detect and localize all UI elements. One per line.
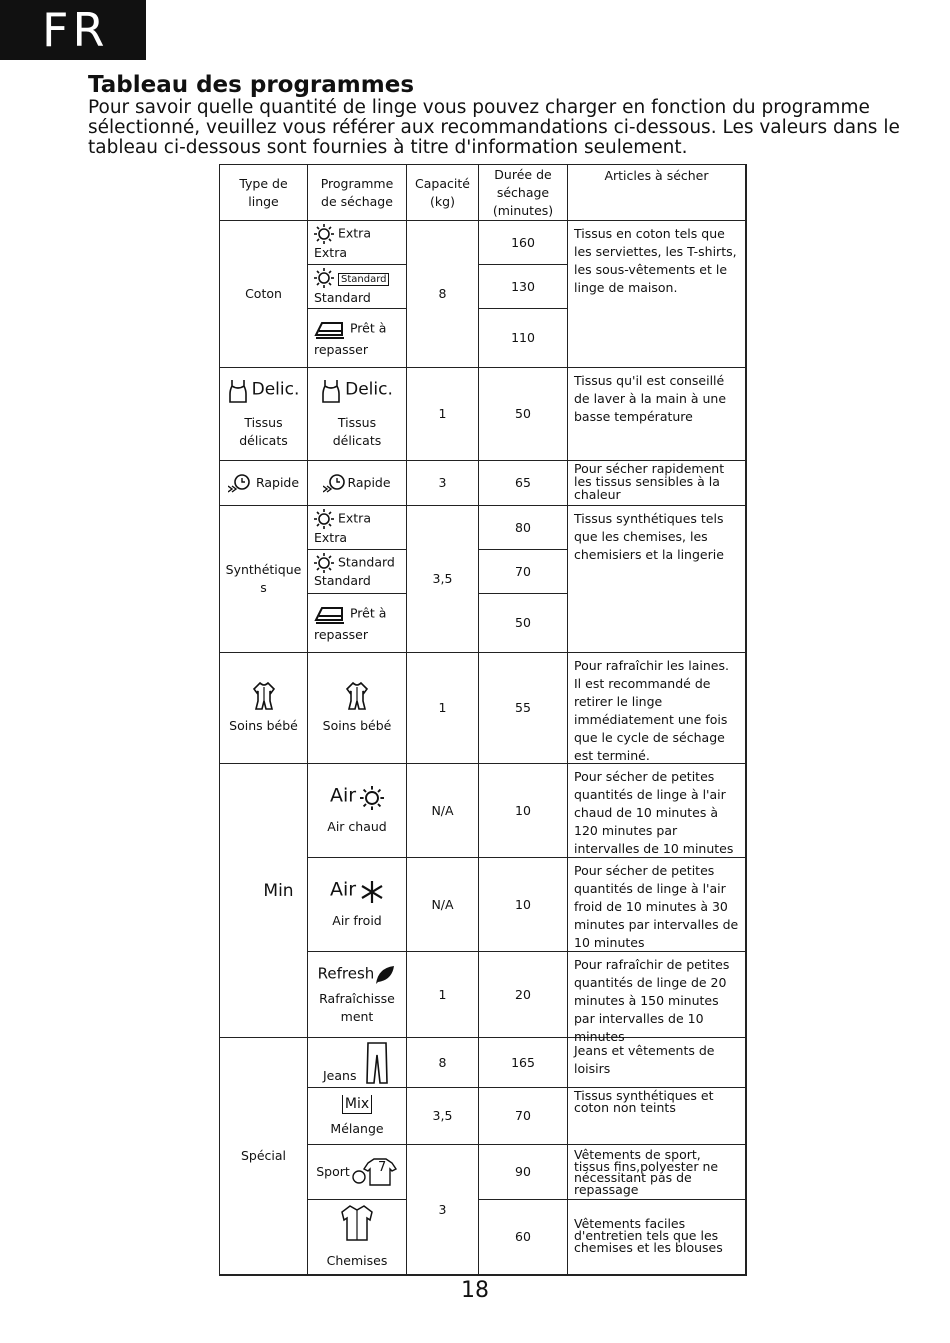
delic-type (220, 368, 308, 461)
mix-label: Mélange (330, 1120, 384, 1136)
iron-icon (314, 317, 346, 341)
min-refresh-text: Rafraîchisse ment (319, 990, 395, 1024)
special-sport-duration (479, 1145, 568, 1200)
synth-type (220, 506, 308, 653)
rapide-prog (308, 461, 407, 506)
min-refresh-articles (568, 952, 746, 1044)
special-sport-articles (568, 1145, 746, 1200)
synth-prog-iron (308, 594, 407, 653)
coton-standard-icon-label: Standard (338, 273, 390, 286)
synth-type-text: Synthétique s (225, 562, 302, 595)
coton-type-text: Coton (245, 286, 282, 301)
bebe-capacity (407, 653, 479, 764)
bebe-articles (568, 653, 746, 764)
coton-type (220, 221, 308, 368)
special-jeans-capacity (407, 1038, 479, 1088)
min-hot-text: Air chaud (327, 818, 387, 834)
min-refresh-duration-text: 20 (515, 986, 531, 1002)
special-jeans-duration (479, 1038, 568, 1088)
delic-duration-text: 50 (515, 406, 531, 421)
baby-onesie-icon (343, 681, 371, 711)
rapide-prog-text: Rapide (347, 475, 391, 490)
special-prog-mix (308, 1088, 407, 1145)
synth-capacity (407, 506, 479, 653)
min-cold-duration-text: 10 (515, 896, 531, 912)
rapide-articles-text: Pour sécher rapidement les tissus sensibles à la chaleur (574, 461, 725, 502)
min-refresh-capacity-text: 1 (438, 986, 447, 1002)
delic-prog-icon-label: Delic. (345, 379, 393, 400)
special-chemises-duration (479, 1200, 568, 1275)
min-hot-duration-text: 10 (515, 802, 531, 818)
special-prog-chemises (308, 1200, 407, 1275)
min-hot-capacity-text: N/A (431, 802, 454, 818)
sport-shirt-icon (352, 1157, 398, 1187)
special-type-text: Spécial (240, 1148, 287, 1163)
min-cold-articles-text: Pour sécher de petites quantités de linge à l'air froid de 10 minutes à 30 minutes par intervalles de 10 minutes (574, 863, 739, 950)
min-type (220, 764, 308, 1038)
bebe-duration (479, 653, 568, 764)
mix-icon: Mix (342, 1095, 372, 1114)
min-hot-articles-text: Pour sécher de petites quantités de linge à l'air chaud de 10 minutes à 120 minutes par intervalles de 10 minutes (574, 769, 734, 856)
synth-iron-icon-label: Prêt à (349, 605, 387, 621)
special-mix-articles (568, 1088, 746, 1145)
coton-d3 (479, 309, 568, 368)
min-type-text: Min (263, 880, 294, 901)
header-articles-text: Articles à sécher (604, 168, 709, 183)
header-duration-text: Durée de séchage (minutes) (492, 166, 554, 218)
min-prog-cold (308, 858, 407, 952)
coton-extra-label: Extra (314, 245, 347, 260)
min-refresh-duration (479, 952, 568, 1038)
header-capacity (407, 165, 479, 221)
coton-capacity-text: 8 (438, 286, 447, 301)
coton-d1-text: 160 (511, 234, 535, 250)
bebe-prog-text: Soins bébé (322, 718, 392, 733)
synth-articles (568, 506, 746, 653)
special-sport-duration-text: 90 (515, 1164, 531, 1179)
special-chemises-articles-text: Vêtements faciles d'entretien tels que les chemises et les blouses (574, 1216, 723, 1255)
coton-prog-iron (308, 309, 407, 368)
bebe-type-text: Soins bébé (229, 718, 298, 733)
sport-label: Sport (316, 1164, 350, 1179)
coton-standard-label: Standard (314, 289, 371, 305)
synth-d2 (479, 550, 568, 594)
intro-paragraph: Pour savoir quelle quantité de linge vous pouvez charger en fonction du programme sélectionné, veuillez vous référer aux recommandations ci-dessous. Les valeurs dans le tableau ci-dessous sont fournies à titre d'information seulement. (88, 97, 900, 158)
iron-icon (314, 602, 346, 626)
special-jeans-articles-text: Jeans et vêtements de loisirs (574, 1043, 715, 1076)
synth-iron-label: repasser (314, 627, 369, 642)
delic-duration (479, 368, 568, 461)
min-prog-hot (308, 764, 407, 858)
bebe-prog (308, 653, 407, 764)
synth-articles-text: Tissus synthétiques tels que les chemises, les chemisiers et la lingerie (574, 511, 724, 562)
special-prog-jeans (308, 1038, 407, 1088)
synth-capacity-text: 3,5 (432, 571, 453, 586)
synth-d2-text: 70 (515, 563, 531, 579)
leaf-icon (374, 964, 396, 986)
rapide-type-text: Rapide (255, 475, 300, 490)
coton-d3-text: 110 (511, 330, 535, 345)
synth-d3-text: 50 (515, 615, 531, 630)
coton-iron-icon-label: Prêt à (349, 320, 387, 336)
min-refresh-capacity (407, 952, 479, 1038)
shirt-icon (340, 1204, 374, 1242)
delic-capacity-text: 1 (438, 406, 447, 421)
air-hot-icon-label: Air (329, 784, 357, 806)
sun-icon (314, 509, 334, 529)
sun-icon (314, 268, 334, 288)
header-program (308, 165, 407, 221)
header-capacity-text: Capacité (kg) (415, 175, 470, 209)
min-cold-capacity (407, 858, 479, 952)
synth-standard-icon-label: Standard (337, 554, 395, 570)
min-prog-refresh (308, 952, 407, 1038)
chemises-label: Chemises (326, 1253, 388, 1268)
delic-prog (308, 368, 407, 461)
delic-type-icon-label: Delic. (251, 379, 300, 400)
coton-d2 (479, 265, 568, 309)
header-type (220, 165, 308, 221)
header-type-text: Type de linge (239, 175, 288, 209)
min-cold-text: Air froid (332, 912, 382, 928)
delic-articles-text: Tissus qu'il est conseillé de laver à la main à une basse température (574, 373, 727, 424)
language-badge: FR (0, 0, 146, 60)
special-jeans-articles (568, 1038, 746, 1088)
coton-capacity (407, 221, 479, 368)
rapide-capacity (407, 461, 479, 506)
bebe-capacity-text: 1 (438, 700, 447, 715)
min-hot-articles (568, 764, 746, 858)
special-mix-capacity-text: 3,5 (432, 1108, 453, 1123)
rapid-clock-icon (323, 472, 347, 494)
baby-onesie-icon (250, 681, 278, 711)
bebe-type (220, 653, 308, 764)
bebe-articles-text: Pour rafraîchir les laines. Il est recommandé de retirer le linge immédiatement une fois que le cycle de séchage est terminé. (574, 658, 729, 763)
min-refresh-articles-text: Pour rafraîchir de petites quantités de linge de 20 minutes à 150 minutes par intervalles de 10 minutes (574, 957, 730, 1044)
sun-icon (314, 553, 334, 573)
rapid-clock-icon (228, 472, 252, 494)
coton-d2-text: 130 (511, 278, 535, 294)
sport-shirt-number: 7 (378, 1160, 387, 1175)
refresh-icon-label: Refresh (317, 964, 375, 982)
coton-extra-icon-label: Extra (337, 225, 371, 241)
snowflake-icon (360, 880, 384, 904)
coton-d1 (479, 221, 568, 265)
synth-extra-label: Extra (314, 530, 347, 545)
synth-d1 (479, 506, 568, 550)
programs-table (219, 164, 747, 1276)
special-jeans-capacity-text: 8 (438, 1054, 447, 1070)
delic-capacity (407, 368, 479, 461)
min-hot-duration (479, 764, 568, 858)
header-articles (568, 165, 746, 221)
synth-standard-label: Standard (314, 573, 371, 588)
coton-articles (568, 221, 746, 368)
delic-prog-text: Tissus délicats (332, 415, 382, 448)
coton-prog-extra (308, 221, 407, 265)
special-sport-articles-text: Vêtements de sport, tissus fins,polyester ne nécessitant pas de repassage (574, 1147, 719, 1197)
min-cold-capacity-text: N/A (431, 896, 454, 912)
synth-extra-icon-label: Extra (337, 510, 371, 526)
special-sport-chemises-capacity (407, 1145, 479, 1275)
synth-d3 (479, 594, 568, 653)
air-cold-icon-label: Air (329, 878, 357, 900)
special-jeans-duration-text: 165 (511, 1054, 535, 1070)
coton-prog-standard (308, 265, 407, 309)
special-type (220, 1038, 308, 1275)
synth-d1-text: 80 (515, 519, 531, 535)
min-cold-duration (479, 858, 568, 952)
coton-iron-label: repasser (314, 342, 369, 357)
special-chemises-articles (568, 1200, 746, 1275)
rapide-type (220, 461, 308, 506)
coton-articles-text: Tissus en coton tels que les serviettes, les T-shirts, les sous-vêtements et le linge de maison. (574, 226, 737, 295)
synth-prog-extra (308, 506, 407, 550)
synth-prog-standard (308, 550, 407, 594)
bebe-duration-text: 55 (515, 700, 531, 715)
delic-type-text: Tissus délicats (239, 415, 288, 448)
delic-articles (568, 368, 746, 461)
sun-icon (314, 224, 334, 244)
special-sport-capacity-text: 3 (438, 1201, 447, 1217)
special-chemises-duration-text: 60 (515, 1229, 531, 1244)
rapide-duration-text: 65 (515, 475, 531, 490)
special-mix-duration (479, 1088, 568, 1145)
page-title: Tableau des programmes (88, 72, 415, 98)
delicate-top-icon (228, 378, 248, 404)
header-program-text: Programme de séchage (320, 175, 394, 209)
special-mix-articles-text: Tissus synthétiques et coton non teints (574, 1088, 714, 1115)
min-cold-articles (568, 858, 746, 952)
jeans-icon (366, 1041, 388, 1085)
rapide-duration (479, 461, 568, 506)
header-duration (479, 165, 568, 221)
page-number: 18 (461, 1278, 489, 1303)
special-prog-sport (308, 1145, 407, 1200)
rapide-capacity-text: 3 (438, 475, 447, 490)
sun-icon (360, 786, 384, 810)
jeans-label: Jeans (323, 1068, 357, 1083)
special-mix-duration-text: 70 (515, 1108, 531, 1123)
special-mix-capacity (407, 1088, 479, 1145)
rapide-articles (568, 461, 746, 506)
delicate-top-icon (321, 378, 341, 404)
min-hot-capacity (407, 764, 479, 858)
